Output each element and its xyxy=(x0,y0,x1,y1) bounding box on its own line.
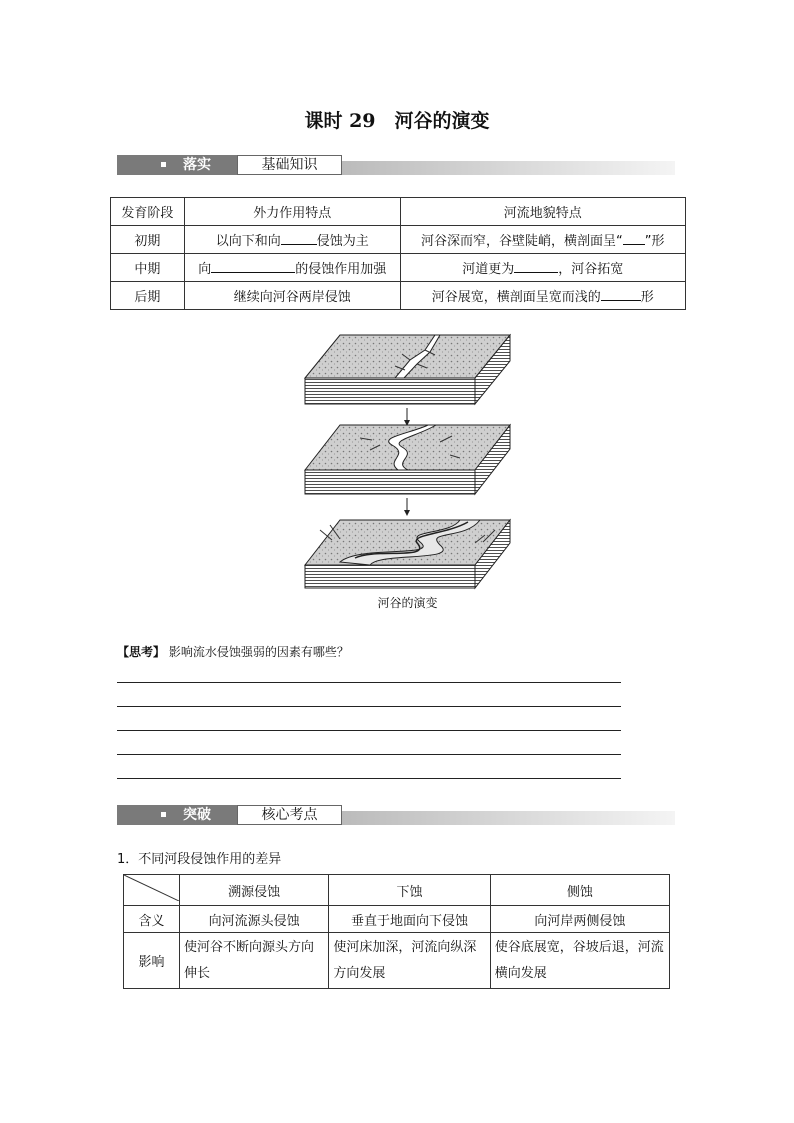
fill-blank[interactable] xyxy=(623,231,645,245)
diagonal-line xyxy=(124,875,179,901)
table-header-row xyxy=(111,198,686,226)
fill-blank[interactable] xyxy=(514,259,558,273)
landform-cell: 河谷深而窄，谷壁陡峭，横剖面呈“ ”形 xyxy=(400,226,685,254)
row-label: 影响 xyxy=(124,933,180,989)
item-heading: 1．不同河段侵蚀作用的差异 xyxy=(117,852,282,867)
header-cell: 河流地貌特点 xyxy=(400,198,685,226)
section-white-label: 基础知识 xyxy=(237,155,342,175)
landform-cell: 河谷展宽，横剖面呈宽而浅的 形 xyxy=(400,282,685,310)
table-row xyxy=(124,906,670,933)
force-cell: 继续向河谷两岸侵蚀 xyxy=(184,282,400,310)
valley-evolution-figure xyxy=(300,330,515,612)
force-cell: 向 的侵蚀作用加强 xyxy=(184,254,400,282)
late-stage-block xyxy=(305,520,510,588)
force-cell: 以向下和向 侵蚀为主 xyxy=(184,226,400,254)
answer-line[interactable] xyxy=(117,706,621,707)
fill-blank[interactable] xyxy=(601,287,641,301)
down-arrow-icon xyxy=(404,510,410,516)
table-cell: 垂直于地面向下侵蚀 xyxy=(329,906,490,933)
answer-line[interactable] xyxy=(117,778,621,779)
header-cell: 外力作用特点 xyxy=(184,198,400,226)
stage-table xyxy=(110,197,686,310)
header-cell: 溯源侵蚀 xyxy=(180,875,329,906)
header-cell: 侧蚀 xyxy=(490,875,669,906)
stage-cell: 后期 xyxy=(111,282,185,310)
fill-blank[interactable] xyxy=(281,231,317,245)
think-question: 影响流水侵蚀强弱的因素有哪些？ xyxy=(168,645,349,659)
think-label: 【思考】 xyxy=(117,645,166,659)
section-header-basic xyxy=(117,155,675,175)
section-white-label: 核心考点 xyxy=(237,805,342,825)
square-bullet-icon xyxy=(161,812,166,817)
section-fade-bar xyxy=(342,161,675,175)
section-dark-label: 落实 xyxy=(183,157,211,173)
table-header-row xyxy=(124,875,670,906)
diagonal-header-cell xyxy=(124,875,180,906)
page-title: 课时 29 河谷的演变 xyxy=(304,110,490,132)
landform-cell: 河道更为 ，河谷拓宽 xyxy=(400,254,685,282)
early-stage-block xyxy=(305,335,510,404)
section-dark-label: 突破 xyxy=(183,807,211,823)
fill-blank[interactable] xyxy=(211,259,295,273)
answer-line[interactable] xyxy=(117,682,621,683)
row-label: 含义 xyxy=(124,906,180,933)
table-cell: 使河床加深，河流向纵深方向发展 xyxy=(329,933,490,989)
table-row xyxy=(111,282,686,310)
figure-caption: 河谷的演变 xyxy=(377,596,438,610)
stage-cell: 初期 xyxy=(111,226,185,254)
square-bullet-icon xyxy=(161,162,166,167)
table-cell: 使河谷不断向源头方向伸长 xyxy=(180,933,329,989)
middle-stage-block xyxy=(305,425,510,494)
section-header-core xyxy=(117,805,675,825)
answer-line[interactable] xyxy=(117,754,621,755)
table-cell: 向河流源头侵蚀 xyxy=(180,906,329,933)
table-row xyxy=(124,933,670,989)
section-fade-bar xyxy=(342,811,675,825)
stage-cell: 中期 xyxy=(111,254,185,282)
table-row xyxy=(111,226,686,254)
table-cell: 向河岸两侧侵蚀 xyxy=(490,906,669,933)
answer-line[interactable] xyxy=(117,730,621,731)
header-cell: 下蚀 xyxy=(329,875,490,906)
table-cell: 使谷底展宽，谷坡后退，河流横向发展 xyxy=(490,933,669,989)
table-row xyxy=(111,254,686,282)
header-cell: 发育阶段 xyxy=(111,198,185,226)
erosion-table xyxy=(123,874,670,989)
think-prompt xyxy=(117,643,349,660)
